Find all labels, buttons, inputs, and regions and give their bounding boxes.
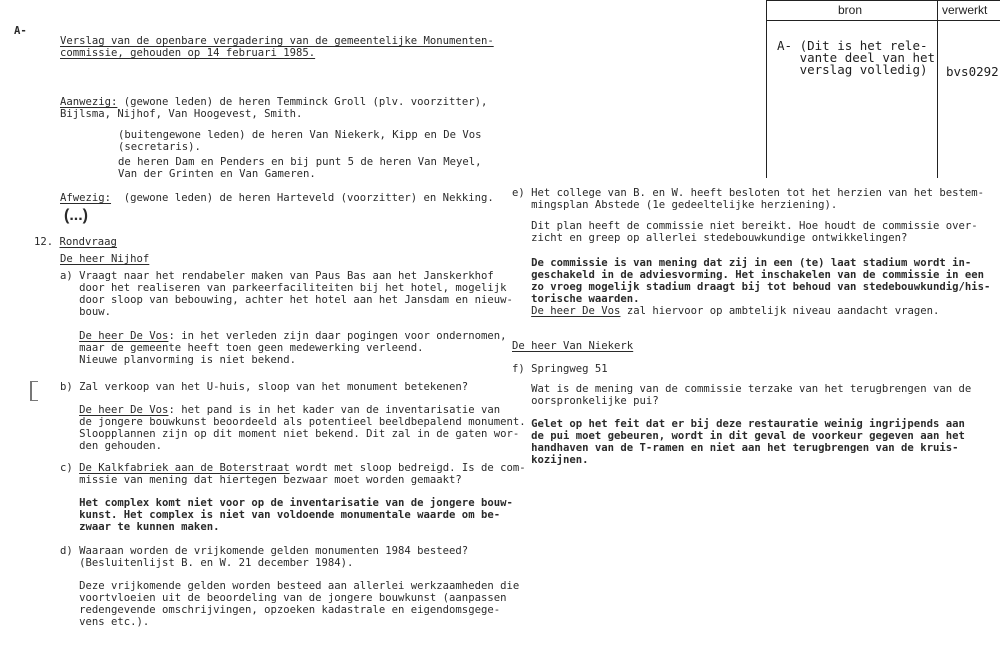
answer-d: Deze vrijkomende gelden worden besteed aan allerlei werkzaamheden die voortvloeien uit de beoordeling van de jongere bouwkunst (aanpassen redengevende omschrijvingen, opzoeken kadastrale en eigendomsgege- vens etc.).: [79, 580, 520, 628]
stamp-source-text: A- (Dit is het rele- vante deel van het verslag volledig): [777, 38, 936, 77]
stamp-processed-code: bvs0292: [946, 64, 999, 79]
answer-e: De commissie is van mening dat zij in een (te) laat stadium wordt in- geschakeld in de adviesvorming. Het inschakelen van de commissie in een zo vroeg mogelijk stadium draagt bij tot behoud van stedebouwkundig/his- torische waarden.: [531, 257, 991, 305]
answer-e-speaker: De heer De Vos: [531, 305, 621, 317]
speaker-van-niekerk: De heer Van Niekerk: [512, 340, 634, 352]
question-c-prefix: c): [60, 462, 80, 474]
present-guests: de heren Dam en Penders en bij punt 5 de heren Van Meyel, Van der Grinten en Van Gameren.: [118, 156, 482, 180]
stamp-header-processed: verwerkt: [942, 3, 988, 17]
answer-b-text: : het pand is in het kader van de inventarisatie van de jongere bouwkunst beoordeeld als potentieel beeldbepalend monument. Sloopplannen zijn op dit moment niet bekend. Dit zal in de gaten wor- den gehouden.: [79, 404, 526, 452]
present-extraordinary-members: (buitengewone leden) de heren Van Niekerk, Kipp en De Vos (secretaris).: [118, 129, 482, 153]
answer-a-speaker: De heer De Vos: [79, 330, 169, 342]
question-c-text: wordt met sloop bedreigd. Is de com- missie van mening dat hiertegen bezwaar moet worden gemaakt?: [79, 462, 526, 486]
stamp-top-border: [766, 0, 1000, 1]
question-e-followup: Dit plan heeft de commissie niet bereikt. Hoe houdt de commissie over- zicht en greep op allerlei stedebouwkundige ontwikkelingen?: [531, 220, 978, 244]
attendance-absent: [60, 192, 494, 204]
stamp-header-divider: [766, 20, 1000, 21]
question-f-title: f) Springweg 51: [512, 363, 608, 375]
answer-a-text: : in het verleden zijn daar pogingen voor ondernomen, maar de gemeente heeft toen geen medewerking verleend. Nieuwe planvorming is niet bekend.: [79, 330, 507, 366]
stamp-header-source: bron: [838, 3, 863, 17]
section-number: 12.: [34, 236, 54, 248]
omission-marker: (...): [64, 207, 88, 224]
answer-c: Het complex komt niet voor op de inventarisatie van de jongere bouw- kunst. Het complex is niet van voldoende monumentale waarde om be- zwaar te kunnen maken.: [79, 497, 513, 533]
question-f: Wat is de mening van de commissie terzake van het terugbrengen van de oorspronkelijke pui?: [531, 383, 972, 407]
document-title: Verslag van de openbare vergadering van de gemeentelijke Monumenten- commissie, gehouden op 14 februari 1985.: [60, 35, 494, 59]
speaker-nijhof: De heer Nijhof: [60, 253, 150, 265]
section-heading: [34, 236, 117, 248]
answer-a: [60, 330, 506, 366]
question-a: a) Vraagt naar het rendabeler maken van Paus Bas aan het Janskerkhof door het realiseren van parkeerfaciliteiten bij het hotel, mogelijk door sloop van bebouwing, achter het hotel aan het Jansdam en nieuw- bouw.: [60, 270, 513, 318]
answer-b: [60, 404, 526, 452]
question-c-subject: De Kalkfabriek aan de Boterstraat: [79, 462, 290, 474]
question-c: [60, 462, 526, 486]
absent-label: Afwezig:: [60, 192, 112, 204]
question-e: e) Het college van B. en W. heeft besloten tot het herzien van het bestem- mingsplan Abstede (1e gedeeltelijke herziening).: [512, 187, 984, 211]
present-label: Aanwezig:: [60, 96, 118, 108]
question-b: b) Zal verkoop van het U-huis, sloop van het monument betekenen?: [60, 381, 469, 393]
answer-e-text: zal hiervoor op ambtelijk niveau aandacht vragen.: [620, 305, 940, 317]
document-marker: A-: [14, 25, 27, 37]
stamp-column-divider: [937, 0, 938, 178]
answer-f: Gelet op het feit dat er bij deze restauratie weinig ingrijpends aan de pui moet gebeuren, wordt in dit geval de voorkeur gegeven aan het handhaven van de T-ramen en niet aan het terugbrengen van de kruis- kozijnen.: [531, 418, 965, 466]
attendance-present: [60, 96, 487, 120]
question-d: d) Waaraan worden de vrijkomende gelden monumenten 1984 besteed? (Besluitenlijst B. en W. 21 december 1984).: [60, 545, 469, 569]
stamp-left-border: [766, 0, 767, 178]
present-regular-members: (gewone leden) de heren Temminck Groll (plv. voorzitter), Bijlsma, Nijhof, Van Hoogevest, Smith.: [60, 96, 488, 120]
absent-members: (gewone leden) de heren Harteveld (voorzitter) en Nekking.: [111, 192, 494, 204]
answer-b-speaker: De heer De Vos: [79, 404, 169, 416]
margin-bracket: [30, 381, 38, 401]
answer-e-followup: [512, 305, 939, 317]
section-title: Rondvraag: [59, 236, 117, 248]
